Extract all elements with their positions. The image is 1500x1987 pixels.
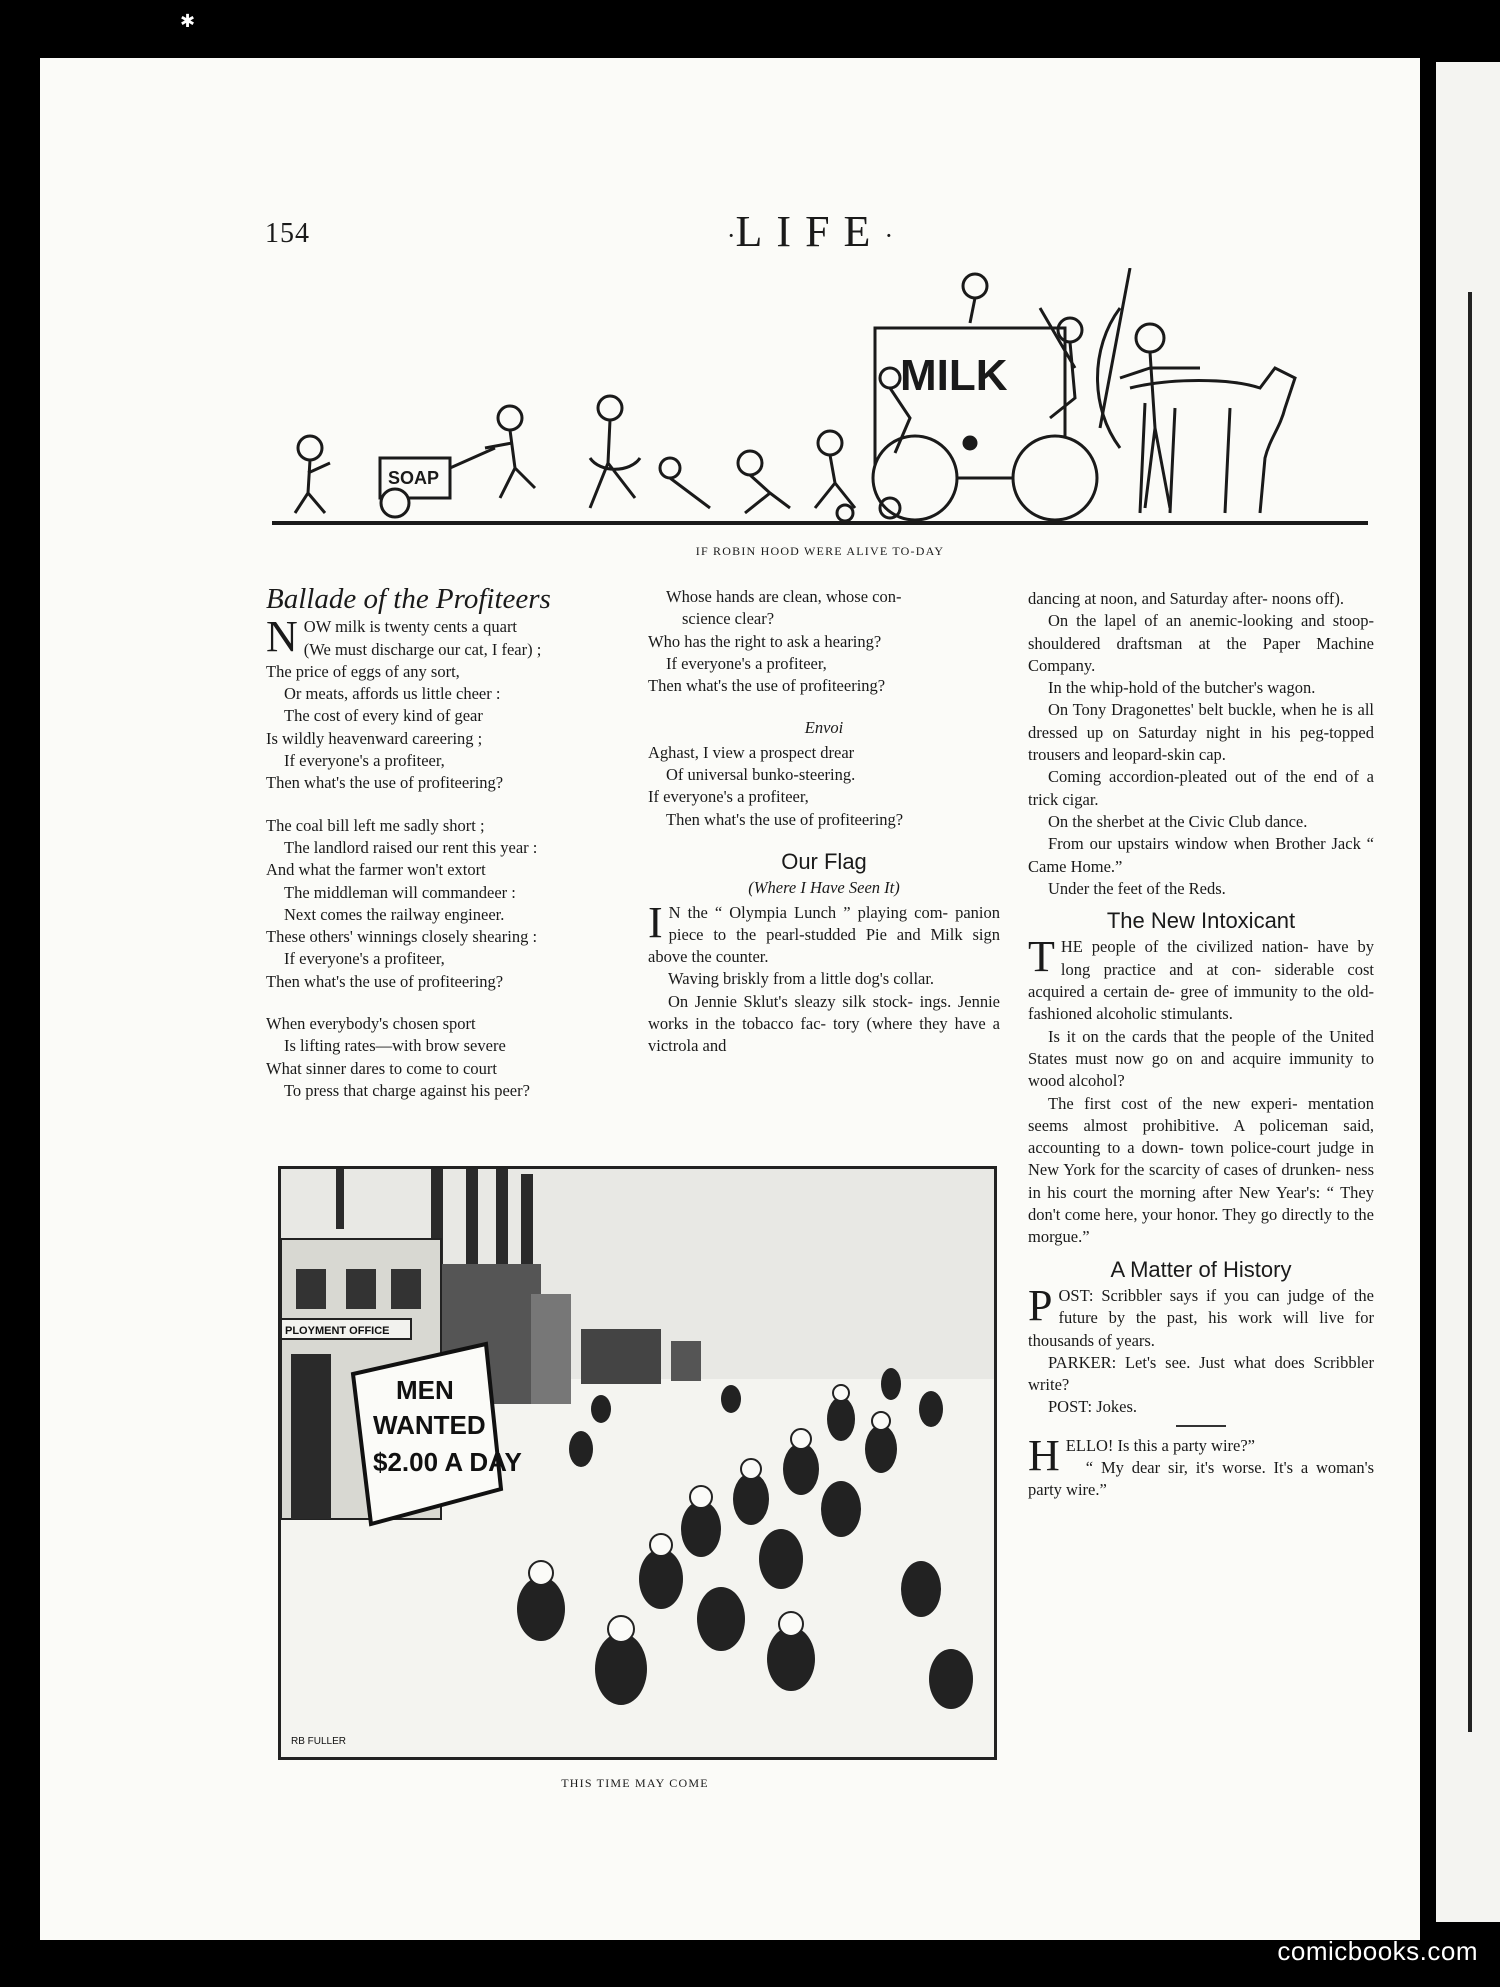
envoi-stanza <box>648 742 1000 831</box>
verse-line: Who has the right to ask a hearing? <box>648 631 882 651</box>
office-sign: PLOYMENT OFFICE <box>285 1325 390 1337</box>
verse-line: Of universal bunko-steering. <box>666 765 856 785</box>
verse-line: Or meats, affords us little cheer : <box>284 684 501 704</box>
paragraph-text: OST: Scribbler says if you can judge of the future by the past, his work will live for thousands of years. <box>1028 1285 1374 1350</box>
our-flag-title: Our Flag <box>781 848 867 874</box>
cartoon-caption: THIS TIME MAY COME <box>561 1776 709 1790</box>
hello-paragraph: “ My dear sir, it's worse. It's a woman's party wire.” <box>1028 1457 1374 1500</box>
envoi-title: Envoi <box>804 718 844 738</box>
verse-line: Then what's the use of profiteering? <box>266 971 504 991</box>
middle-column <box>648 586 1000 1058</box>
drop-cap: H <box>1028 1430 1060 1480</box>
intoxicant-paragraph <box>1028 932 1374 1025</box>
verse-line: (We must discharge our cat, I fear) ; <box>303 639 542 659</box>
verse-line: What sinner dares to come to court <box>266 1058 497 1078</box>
corner-mark: ✱ <box>180 11 196 31</box>
artist-signature: RB FULLER <box>291 1736 347 1747</box>
ballade-title: Ballade of the Profiteers <box>266 583 551 615</box>
verse-line: The coal bill left me sadly short ; <box>266 815 485 835</box>
verse-line: These others' winnings closely shearing : <box>266 927 538 947</box>
cartoon-frame <box>278 1166 997 1760</box>
paragraph-text: N the “ Olympia Lunch ” playing com- panion piece to the pearl-studded Pie and Milk sign above the counter. <box>648 902 1000 967</box>
verse-line: The middleman will commandeer : <box>284 882 516 902</box>
verse-line: If everyone's a profiteer, <box>666 653 827 673</box>
drop-cap: P <box>1028 1280 1053 1330</box>
drop-cap: T <box>1028 932 1055 982</box>
watermark: comicbooks.com <box>1277 1936 1478 1966</box>
adjacent-page-edge <box>1436 62 1500 1922</box>
verse-line: The cost of every kind of gear <box>284 706 483 726</box>
ballade-stanza-2 <box>266 815 620 993</box>
illustration-caption: IF ROBIN HOOD WERE ALIVE TO-DAY <box>695 544 945 558</box>
drop-cap: I <box>648 897 663 947</box>
verse-line: If everyone's a profiteer, <box>284 949 445 969</box>
sign-line-2: WANTED <box>373 1410 486 1440</box>
our-flag-paragraph: In the whip-hold of the butcher's wagon. <box>1048 678 1316 698</box>
verse-line: To press that charge against his peer? <box>284 1080 530 1100</box>
ballade-stanza-1 <box>266 612 620 794</box>
verse-line: Then what's the use of profiteering? <box>648 676 886 696</box>
masthead-title: LIFE <box>735 207 885 256</box>
our-flag-paragraph: On Jennie Sklut's sleazy silk stock- ings. Jennie works in the tobacco fac- tory (where they have a victrola and <box>648 991 1000 1056</box>
verse-line: Next comes the railway engineer. <box>284 904 505 924</box>
intoxicant-paragraph: The first cost of the new experi- mentation seems almost prohibitive. A policeman said, accounting to a down- town police-court judge in New York for the scarcity of cases of drunken- ness in his court the morning after New Year's: “ They don't come here, your honor. They go directly to the morgue.” <box>1028 1093 1374 1247</box>
men-wanted-cartoon <box>281 1169 994 1757</box>
verse-line: The landlord raised our rent this year : <box>284 837 538 857</box>
our-flag-paragraph: On Tony Dragonettes' belt buckle, when he is all dressed up on Saturday night in his peg-topped trousers and leopard-skin cap. <box>1028 700 1374 765</box>
history-paragraph: POST: Jokes. <box>1048 1397 1138 1417</box>
verse-line: And what the farmer won't extort <box>266 860 486 880</box>
our-flag-paragraph: dancing at noon, and Saturday after- noons off). <box>1028 589 1344 608</box>
robin-hood-illustration <box>270 268 1370 530</box>
our-flag-subtitle: (Where I Have Seen It) <box>748 878 900 898</box>
history-paragraph: PARKER: Let's see. Just what does Scribbler write? <box>1028 1352 1374 1395</box>
our-flag-paragraph <box>648 897 1000 969</box>
history-paragraph <box>1028 1280 1374 1352</box>
our-flag-paragraph: Coming accordion-pleated out of the end of a trick cigar. <box>1028 767 1374 809</box>
verse-line: Then what's the use of profiteering? <box>266 773 504 793</box>
verse-line: science clear? <box>682 609 775 629</box>
ballade-stanza-3-continued <box>648 586 1000 697</box>
our-flag-paragraph: Under the feet of the Reds. <box>1048 878 1226 898</box>
our-flag-paragraph: On the sherbet at the Civic Club dance. <box>1048 811 1308 831</box>
ballade-column <box>266 583 620 1102</box>
verse-line: Aghast, I view a prospect drear <box>648 742 855 762</box>
drop-cap: N <box>266 612 298 662</box>
matter-of-history-title: A Matter of History <box>1110 1256 1292 1282</box>
new-intoxicant-title: The New Intoxicant <box>1106 908 1296 934</box>
paragraph-text: HE people of the civilized nation- have by long practice and at con- siderable cost acquired a certain de- gree of immunity to the old-fashioned alcoholic stimulants. <box>1028 937 1374 1024</box>
our-flag-paragraph: From our upstairs window when Brother Jack “ Came Home.” <box>1028 834 1374 876</box>
paragraph-text: ELLO! Is this a party wire?” <box>1065 1435 1255 1455</box>
verse-line: The price of eggs of any sort, <box>266 661 460 681</box>
ballade-stanza-3 <box>266 1013 620 1102</box>
verse-line: OW milk is twenty cents a quart <box>303 617 518 637</box>
right-column <box>1028 588 1374 1502</box>
milk-label: MILK <box>900 351 1008 400</box>
verse-line: Then what's the use of profiteering? <box>666 809 904 829</box>
our-flag-paragraph: Waving briskly from a little dog's collar. <box>668 969 935 989</box>
verse-line: Is lifting rates—with brow severe <box>284 1036 506 1056</box>
soap-label: SOAP <box>388 468 440 488</box>
verse-line: Is wildly heavenward careering ; <box>266 728 483 748</box>
sign-line-3: $2.00 A DAY <box>373 1447 522 1477</box>
our-flag-paragraph: On the lapel of an anemic-looking and stoop-shouldered draftsman at the Paper Machine Company. <box>1028 611 1374 675</box>
sign-line-1: MEN <box>396 1375 454 1405</box>
verse-line: If everyone's a profiteer, <box>284 751 445 771</box>
verse-line: When everybody's chosen sport <box>266 1014 476 1034</box>
masthead: ·LIFE· <box>726 207 894 256</box>
section-divider <box>1176 1425 1226 1427</box>
intoxicant-paragraph: Is it on the cards that the people of the United States must now go on and acquire immunity to wood alcohol? <box>1028 1026 1374 1091</box>
page-number: 154 <box>265 218 310 249</box>
verse-line: If everyone's a profiteer, <box>648 787 809 807</box>
verse-line: Whose hands are clean, whose con- <box>666 587 902 606</box>
